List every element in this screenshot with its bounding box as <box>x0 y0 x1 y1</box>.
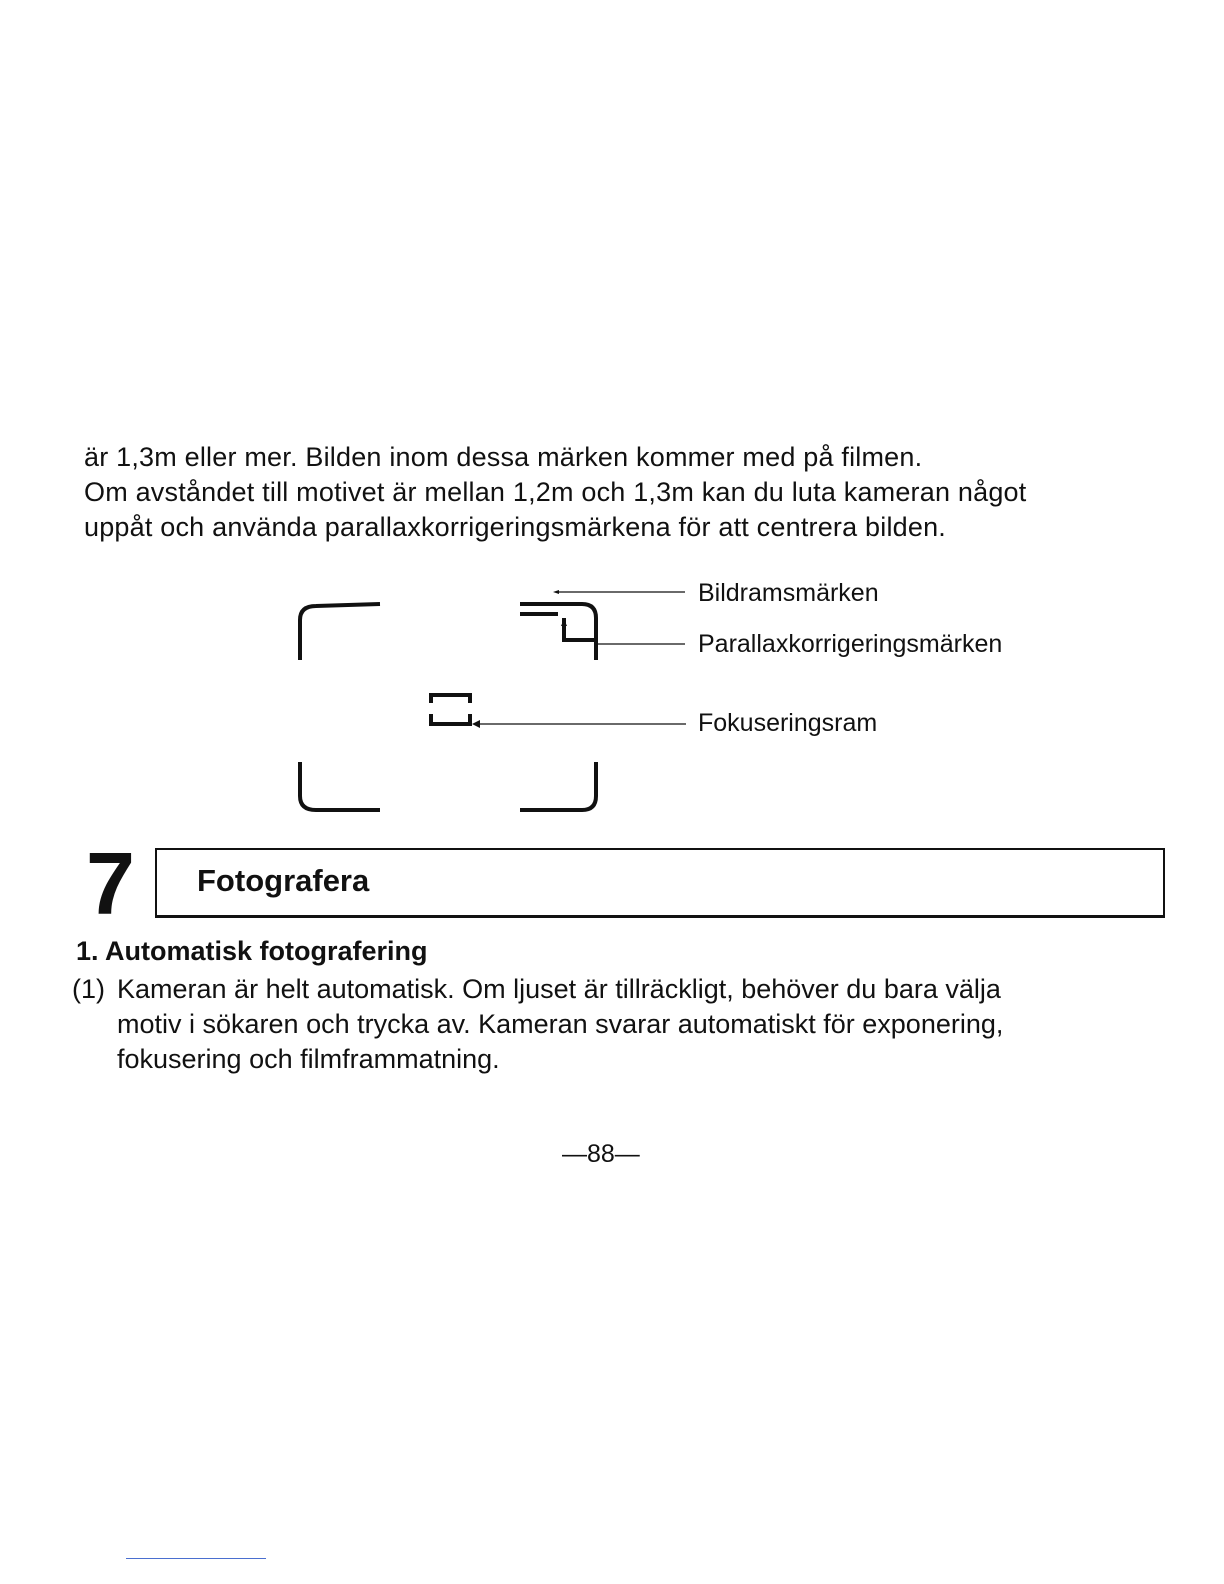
list-item-marker: (1) <box>72 974 105 1004</box>
section-heading: 1. Automatisk fotografering <box>76 936 428 966</box>
frame-marks-arrowhead <box>553 590 559 594</box>
intro-line: är 1,3m eller mer. Bilden inom dessa märken kommer med på filmen. <box>84 442 923 472</box>
chapter-title: Fotografera <box>197 863 370 898</box>
focus-frame-arrowhead <box>472 720 480 728</box>
list-item-line: motiv i sökaren och trycka av. Kameran svarar automatiskt för exponering, <box>117 1009 1004 1039</box>
chapter-number: 7 <box>86 834 135 933</box>
focus-frame-label: Fokuseringsram <box>698 709 878 737</box>
frame-mark-bottom-right <box>520 762 596 810</box>
focus-frame-bottom <box>431 714 470 724</box>
frame-mark-top-right <box>520 604 596 660</box>
parallax-marks-label: Parallaxkorrigeringsmärken <box>698 630 1003 658</box>
list-item-line: Kameran är helt automatisk. Om ljuset är tillräckligt, behöver du bara välja <box>117 974 1001 1004</box>
list-item <box>72 972 1182 1077</box>
frame-mark-bottom-left <box>300 762 380 810</box>
parallax-mark <box>520 614 596 640</box>
footer-rule <box>126 1558 266 1559</box>
focus-frame-top <box>431 695 470 703</box>
parallax-arrowhead <box>561 619 567 626</box>
chapter-header-box <box>155 848 1165 918</box>
intro-paragraph <box>84 440 1184 545</box>
page-number: —88— <box>562 1140 640 1168</box>
list-item-text <box>72 972 1182 1077</box>
frame-mark-top-left <box>300 604 380 660</box>
intro-line: uppåt och använda parallaxkorrigeringsmärkena för att centrera bilden. <box>84 512 946 542</box>
list-item-line: fokusering och filmframmatning. <box>117 1044 500 1074</box>
intro-line: Om avståndet till motivet är mellan 1,2m och 1,3m kan du luta kameran något <box>84 477 1027 507</box>
frame-marks-label: Bildramsmärken <box>698 579 879 607</box>
